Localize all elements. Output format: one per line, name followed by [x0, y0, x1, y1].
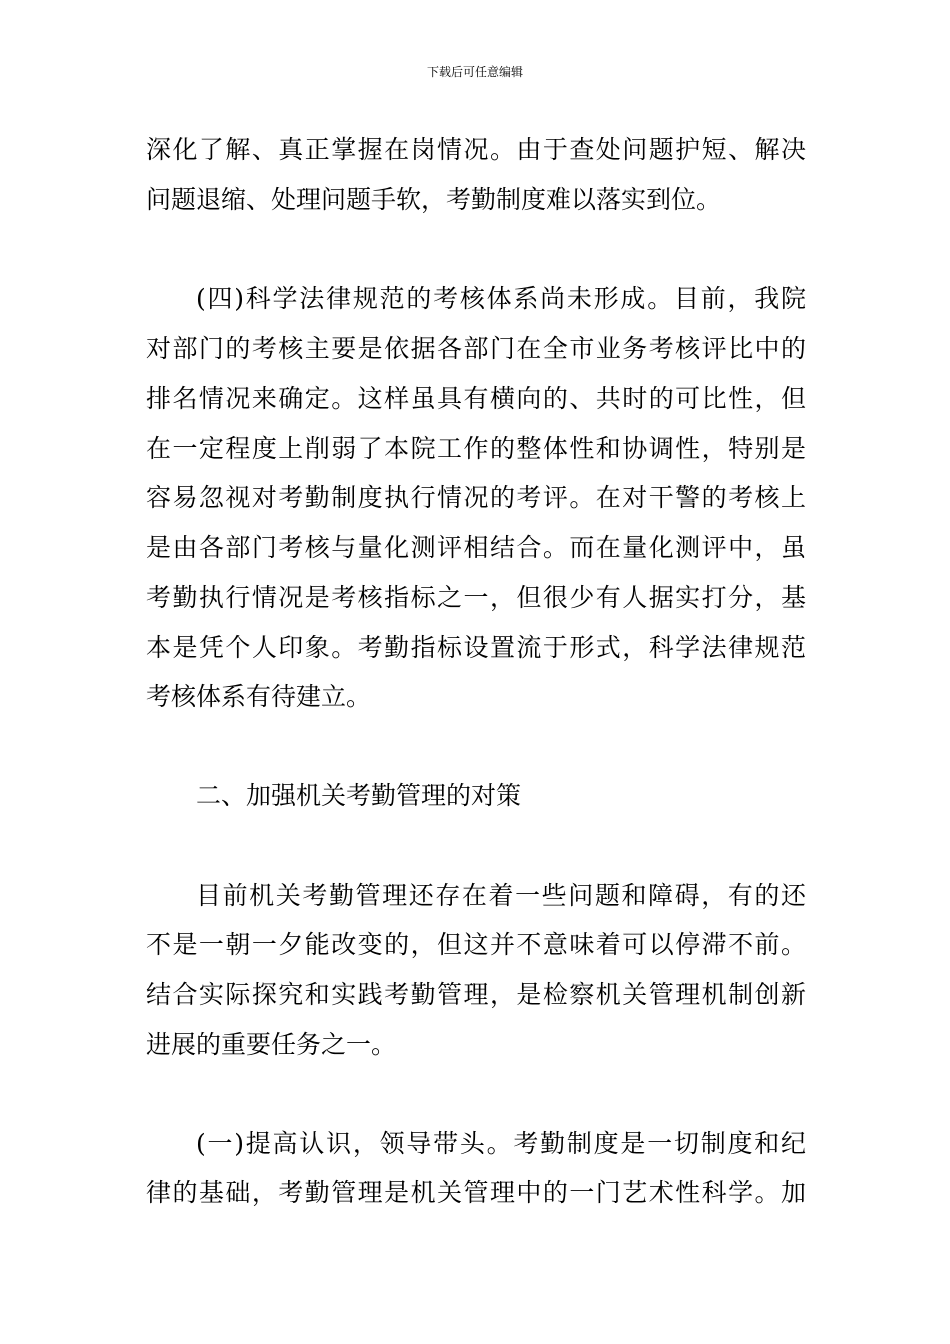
text-line: (四)科学法律规范的考核体系尚未形成。目前，我院 — [196, 284, 806, 313]
text-line: 不是一朝一夕能改变的，但这并不意味着可以停滞不前。 — [146, 930, 806, 959]
text-line: 本是凭个人印象。考勤指标设置流于形式，科学法律规范 — [146, 633, 806, 662]
text-line: (一)提高认识，领导带头。考勤制度是一切制度和纪 — [196, 1129, 806, 1158]
text-line: 深化了解、真正掌握在岗情况。由于查处问题护短、解决 — [146, 135, 806, 164]
text-line: 问题退缩、处理问题手软，考勤制度难以落实到位。 — [146, 185, 722, 214]
text-line: 进展的重要任务之一。 — [146, 1030, 397, 1059]
text-line: 二、加强机关考勤管理的对策 — [196, 781, 522, 810]
text-line: 律的基础，考勤管理是机关管理中的一门艺术性科学。加 — [146, 1178, 806, 1207]
text-line: 结合实际探究和实践考勤管理，是检察机关管理机制创新 — [146, 980, 806, 1009]
text-line: 考勤执行情况是考核指标之一，但很少有人据实打分，基 — [146, 583, 806, 612]
text-line: 目前机关考勤管理还存在着一些问题和障碍，有的还 — [196, 881, 806, 910]
text-line: 容易忽视对考勤制度执行情况的考评。在对干警的考核上 — [146, 483, 806, 512]
page-header: 下载后可任意编辑 — [426, 65, 523, 79]
text-line: 在一定程度上削弱了本院工作的整体性和协调性，特别是 — [146, 434, 806, 463]
text-line: 排名情况来确定。这样虽具有横向的、共时的可比性，但 — [146, 384, 806, 413]
text-line: 是由各部门考核与量化测评相结合。而在量化测评中，虽 — [146, 533, 806, 562]
text-line: 对部门的考核主要是依据各部门在全市业务考核评比中的 — [146, 334, 806, 363]
text-line: 考核体系有待建立。 — [146, 682, 372, 711]
